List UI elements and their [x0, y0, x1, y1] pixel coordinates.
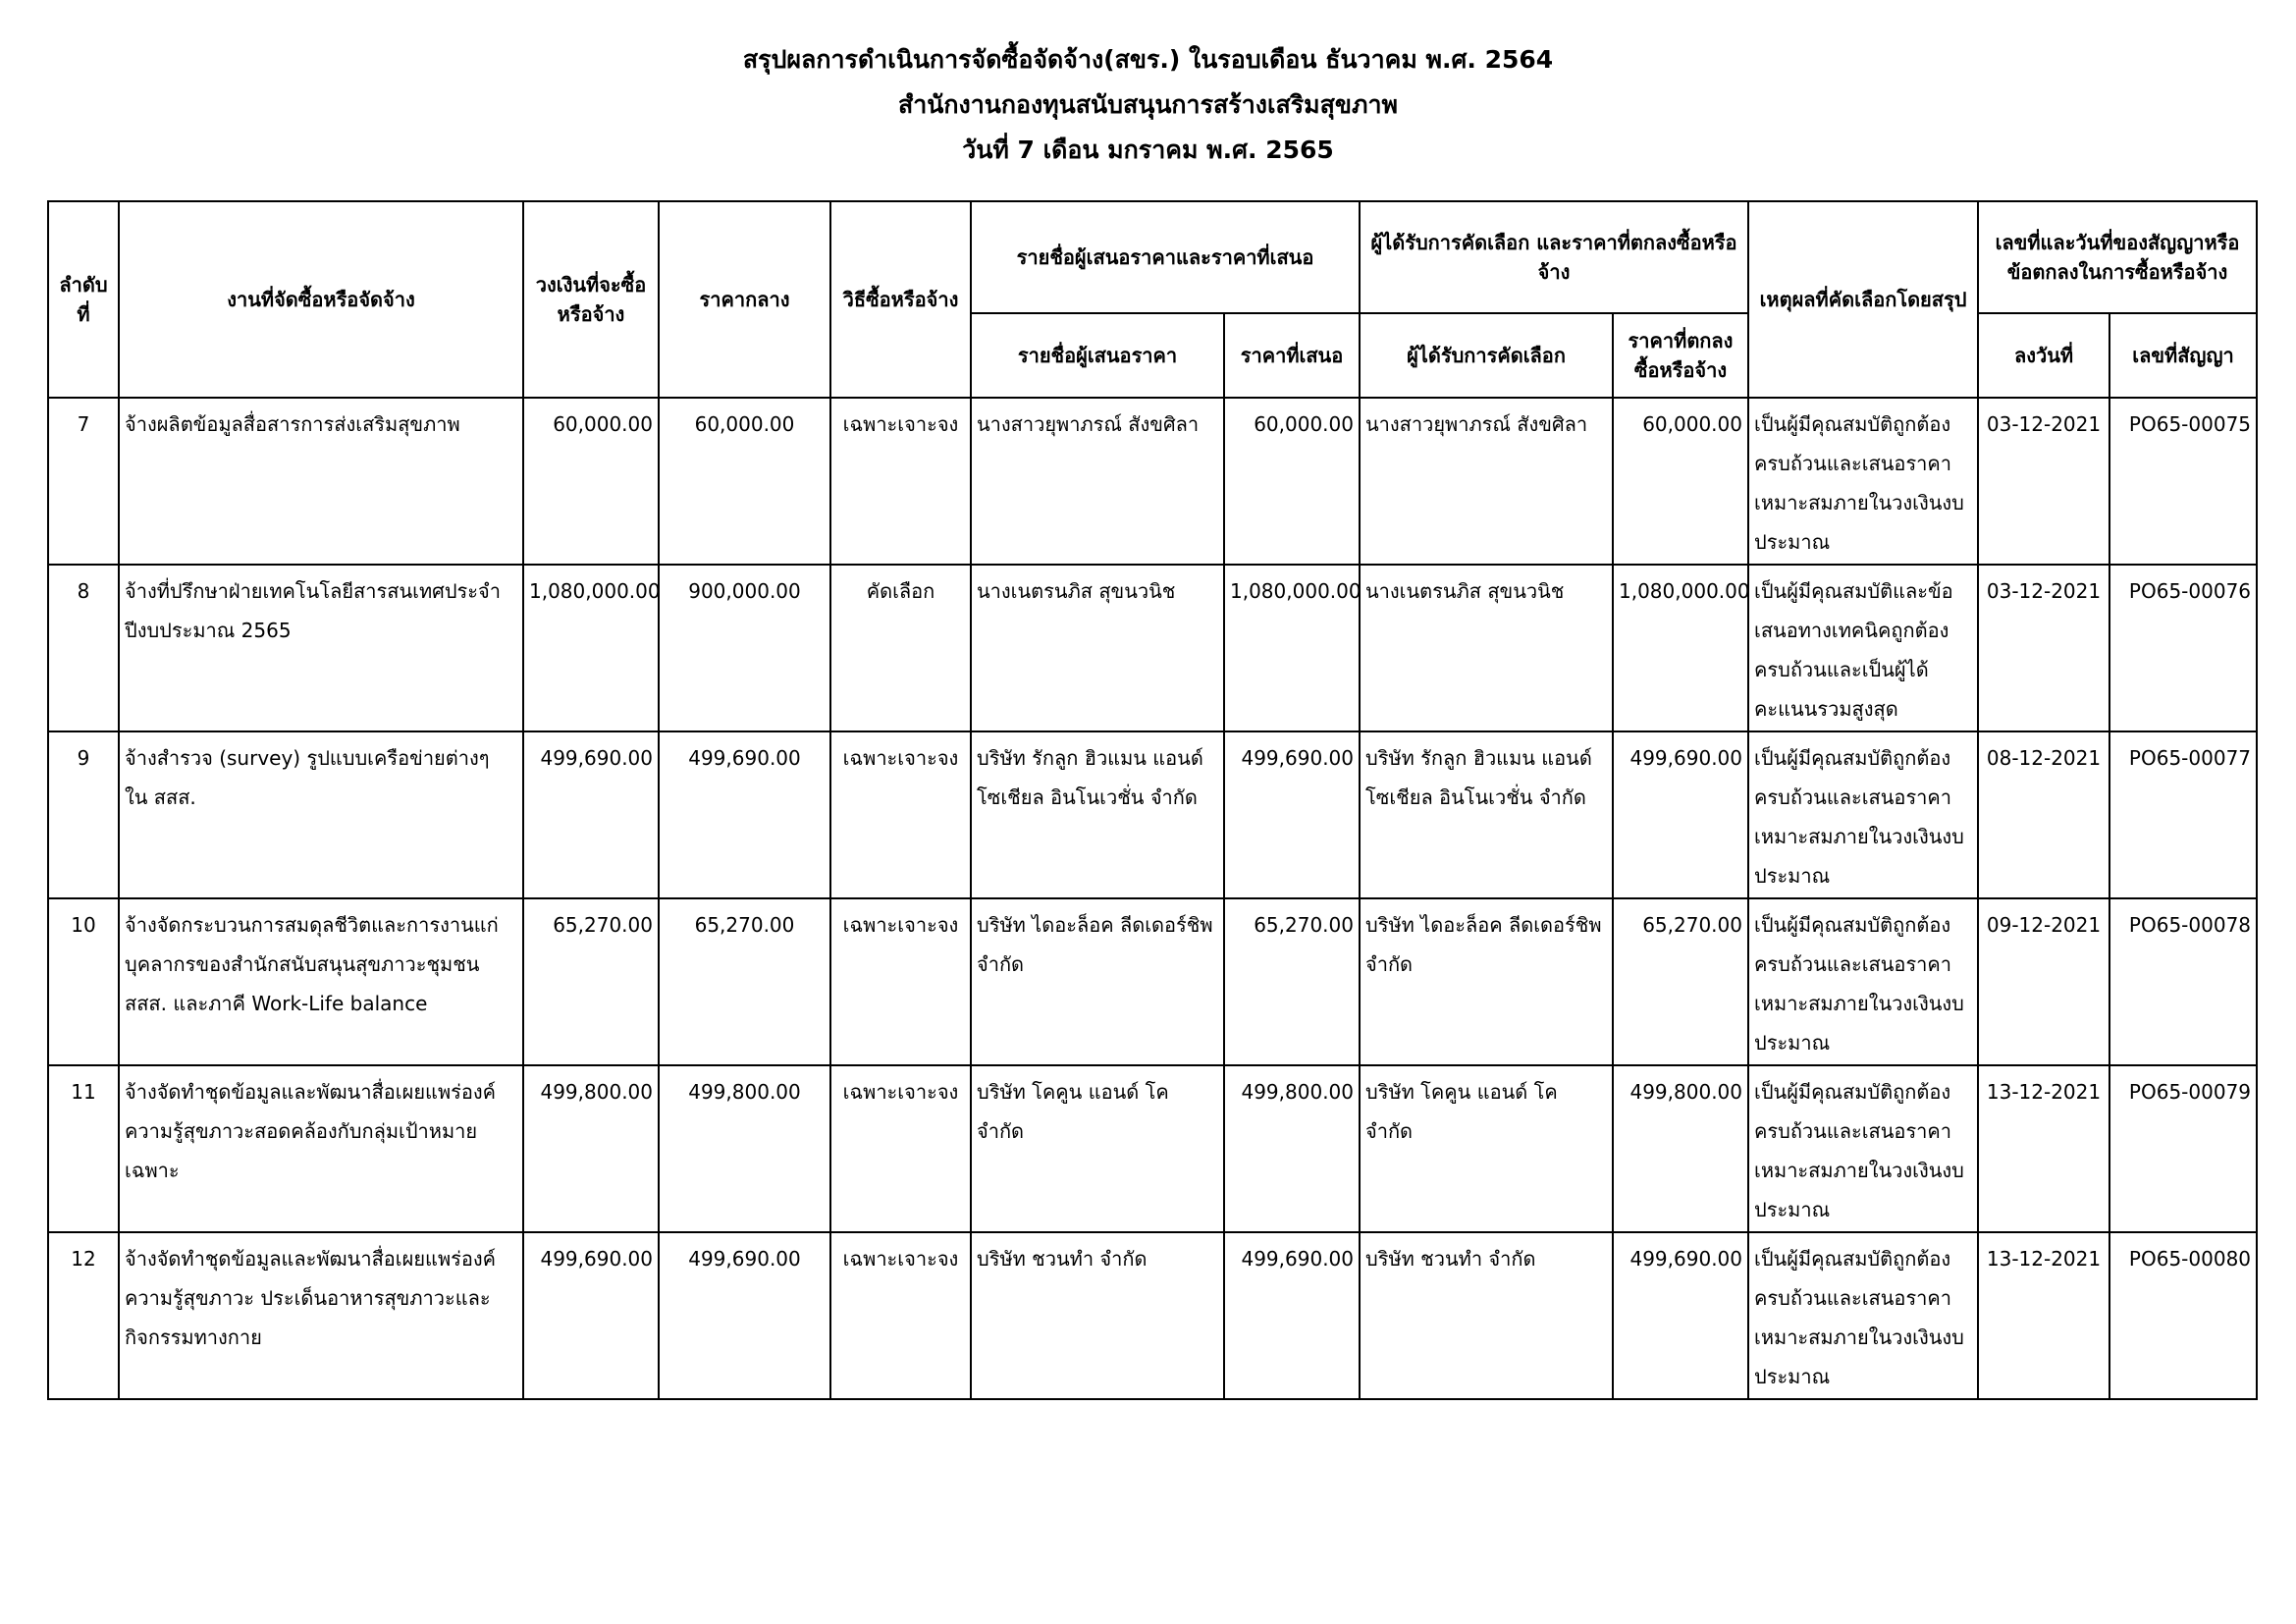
- row-selected: บริษัท ชวนทำ จำกัด: [1360, 1232, 1613, 1399]
- row-median: 65,270.00: [659, 898, 830, 1065]
- row-reason: เป็นผู้มีคุณสมบัติและข้อเสนอทางเทคนิคถูกต้องครบถ้วนและเป็นผู้ได้คะแนนรวมสูงสุด: [1748, 565, 1978, 731]
- row-no: 10: [48, 898, 119, 1065]
- row-median: 60,000.00: [659, 398, 830, 565]
- table-row: [48, 898, 2257, 1065]
- row-no: 7: [48, 398, 119, 565]
- row-bid-price: 499,690.00: [1224, 1232, 1360, 1399]
- row-reason: เป็นผู้มีคุณสมบัติถูกต้องครบถ้วนและเสนอราคาเหมาะสมภายในวงเงินงบประมาณ: [1748, 731, 1978, 898]
- row-method: เฉพาะเจาะจง: [830, 731, 971, 898]
- col-header-no: ลำดับที่: [48, 201, 119, 398]
- row-work: จ้างที่ปรึกษาฝ่ายเทคโนโลยีสารสนเทศประจำปีงบประมาณ 2565: [119, 565, 523, 731]
- col-header-method: วิธีซื้อหรือจ้าง: [830, 201, 971, 398]
- row-contract-no: PO65-00079: [2109, 1065, 2257, 1232]
- row-contract-no: PO65-00077: [2109, 731, 2257, 898]
- report-title: สรุปผลการดำเนินการจัดซื้อจัดจ้าง(สขร.) ในรอบเดือน ธันวาคม พ.ศ. 2564: [742, 45, 1554, 74]
- row-budget: 499,690.00: [523, 731, 659, 898]
- col-header-selected-name: ผู้ได้รับการคัดเลือก: [1360, 313, 1613, 398]
- col-header-contract-date: ลงวันที่: [1978, 313, 2109, 398]
- row-work: จ้างสำรวจ (survey) รูปแบบเครือข่ายต่างๆ ใน สสส.: [119, 731, 523, 898]
- row-agreed-price: 499,690.00: [1613, 1232, 1748, 1399]
- row-bidder: นางสาวยุพาภรณ์ สังขศิลา: [971, 398, 1224, 565]
- row-method: เฉพาะเจาะจง: [830, 1065, 971, 1232]
- row-method: เฉพาะเจาะจง: [830, 398, 971, 565]
- row-contract-date: 13-12-2021: [1978, 1065, 2109, 1232]
- row-contract-no: PO65-00078: [2109, 898, 2257, 1065]
- row-bidder: บริษัท ไดอะล็อค ลีดเดอร์ชิพ จำกัด: [971, 898, 1224, 1065]
- row-reason: เป็นผู้มีคุณสมบัติถูกต้องครบถ้วนและเสนอราคาเหมาะสมภายในวงเงินงบประมาณ: [1748, 1232, 1978, 1399]
- row-method: เฉพาะเจาะจง: [830, 898, 971, 1065]
- row-no: 8: [48, 565, 119, 731]
- row-bidder: บริษัท โคคูน แอนด์ โค จำกัด: [971, 1065, 1224, 1232]
- report-date: วันที่ 7 เดือน มกราคม พ.ศ. 2565: [962, 135, 1334, 164]
- row-median: 499,690.00: [659, 731, 830, 898]
- row-bidder: นางเนตรนภิส สุขนวนิช: [971, 565, 1224, 731]
- row-reason: เป็นผู้มีคุณสมบัติถูกต้องครบถ้วนและเสนอราคาเหมาะสมภายในวงเงินงบประมาณ: [1748, 1065, 1978, 1232]
- row-no: 9: [48, 731, 119, 898]
- row-budget: 65,270.00: [523, 898, 659, 1065]
- row-contract-no: PO65-00075: [2109, 398, 2257, 565]
- col-header-contract-no: เลขที่สัญญา: [2109, 313, 2257, 398]
- row-selected: นางสาวยุพาภรณ์ สังขศิลา: [1360, 398, 1613, 565]
- table-row: [48, 1232, 2257, 1399]
- row-bidder: บริษัท รักลูก ฮิวแมน แอนด์ โซเชียล อินโนเวชั่น จำกัด: [971, 731, 1224, 898]
- row-reason: เป็นผู้มีคุณสมบัติถูกต้องครบถ้วนและเสนอราคาเหมาะสมภายในวงเงินงบประมาณ: [1748, 398, 1978, 565]
- row-agreed-price: 60,000.00: [1613, 398, 1748, 565]
- row-contract-date: 03-12-2021: [1978, 565, 2109, 731]
- row-budget: 499,800.00: [523, 1065, 659, 1232]
- row-agreed-price: 499,800.00: [1613, 1065, 1748, 1232]
- row-work: จ้างจัดทำชุดข้อมูลและพัฒนาสื่อเผยแพร่องค์ความรู้สุขภาวะ ประเด็นอาหารสุขภาวะและกิจกรรมทางกาย: [119, 1232, 523, 1399]
- row-work: จ้างจัดกระบวนการสมดุลชีวิตและการงานแก่บุคลากรของสำนักสนับสนุนสุขภาวะชุมชน สสส. และภาคี Work-Life balance: [119, 898, 523, 1065]
- col-header-work: งานที่จัดซื้อหรือจัดจ้าง: [119, 201, 523, 398]
- row-work: จ้างจัดทำชุดข้อมูลและพัฒนาสื่อเผยแพร่องค์ความรู้สุขภาวะสอดคล้องกับกลุ่มเป้าหมายเฉพาะ: [119, 1065, 523, 1232]
- table-row: [48, 1065, 2257, 1232]
- row-no: 11: [48, 1065, 119, 1232]
- row-method: คัดเลือก: [830, 565, 971, 731]
- row-contract-no: PO65-00080: [2109, 1232, 2257, 1399]
- organization-name: สำนักงานกองทุนสนับสนุนการสร้างเสริมสุขภาพ: [897, 90, 1399, 119]
- row-contract-date: 08-12-2021: [1978, 731, 2109, 898]
- row-work: จ้างผลิตข้อมูลสื่อสารการส่งเสริมสุขภาพ: [119, 398, 523, 565]
- col-header-bid-price: ราคาที่เสนอ: [1224, 313, 1360, 398]
- col-header-median: ราคากลาง: [659, 201, 830, 398]
- row-bid-price: 1,080,000.00: [1224, 565, 1360, 731]
- col-header-agreed-price: ราคาที่ตกลงซื้อหรือจ้าง: [1613, 313, 1748, 398]
- table-row: [48, 731, 2257, 898]
- row-bid-price: 65,270.00: [1224, 898, 1360, 1065]
- row-bidder: บริษัท ชวนทำ จำกัด: [971, 1232, 1224, 1399]
- row-budget: 1,080,000.00: [523, 565, 659, 731]
- col-header-bidder-name: รายชื่อผู้เสนอราคา: [971, 313, 1224, 398]
- row-contract-date: 13-12-2021: [1978, 1232, 2109, 1399]
- row-budget: 60,000.00: [523, 398, 659, 565]
- document-header: [0, 37, 2296, 173]
- row-contract-date: 09-12-2021: [1978, 898, 2109, 1065]
- row-selected: บริษัท โคคูน แอนด์ โค จำกัด: [1360, 1065, 1613, 1232]
- col-header-reason: เหตุผลที่คัดเลือกโดยสรุป: [1748, 201, 1978, 398]
- col-header-bidders-group: รายชื่อผู้เสนอราคาและราคาที่เสนอ: [971, 201, 1360, 313]
- row-agreed-price: 499,690.00: [1613, 731, 1748, 898]
- row-median: 499,690.00: [659, 1232, 830, 1399]
- row-median: 499,800.00: [659, 1065, 830, 1232]
- row-selected: นางเนตรนภิส สุขนวนิช: [1360, 565, 1613, 731]
- row-bid-price: 499,800.00: [1224, 1065, 1360, 1232]
- row-bid-price: 499,690.00: [1224, 731, 1360, 898]
- table-row: [48, 565, 2257, 731]
- col-header-budget: วงเงินที่จะซื้อหรือจ้าง: [523, 201, 659, 398]
- row-contract-date: 03-12-2021: [1978, 398, 2109, 565]
- row-agreed-price: 1,080,000.00: [1613, 565, 1748, 731]
- row-bid-price: 60,000.00: [1224, 398, 1360, 565]
- row-contract-no: PO65-00076: [2109, 565, 2257, 731]
- procurement-table: [47, 200, 2258, 1400]
- row-selected: บริษัท รักลูก ฮิวแมน แอนด์ โซเชียล อินโนเวชั่น จำกัด: [1360, 731, 1613, 898]
- row-method: เฉพาะเจาะจง: [830, 1232, 971, 1399]
- row-no: 12: [48, 1232, 119, 1399]
- col-header-selected-group: ผู้ได้รับการคัดเลือก และราคาที่ตกลงซื้อหรือจ้าง: [1360, 201, 1748, 313]
- row-budget: 499,690.00: [523, 1232, 659, 1399]
- row-agreed-price: 65,270.00: [1613, 898, 1748, 1065]
- row-reason: เป็นผู้มีคุณสมบัติถูกต้องครบถ้วนและเสนอราคาเหมาะสมภายในวงเงินงบประมาณ: [1748, 898, 1978, 1065]
- col-header-contract-group: เลขที่และวันที่ของสัญญาหรือข้อตกลงในการซื้อหรือจ้าง: [1978, 201, 2257, 313]
- row-selected: บริษัท ไดอะล็อค ลีดเดอร์ชิพ จำกัด: [1360, 898, 1613, 1065]
- row-median: 900,000.00: [659, 565, 830, 731]
- table-row: [48, 398, 2257, 565]
